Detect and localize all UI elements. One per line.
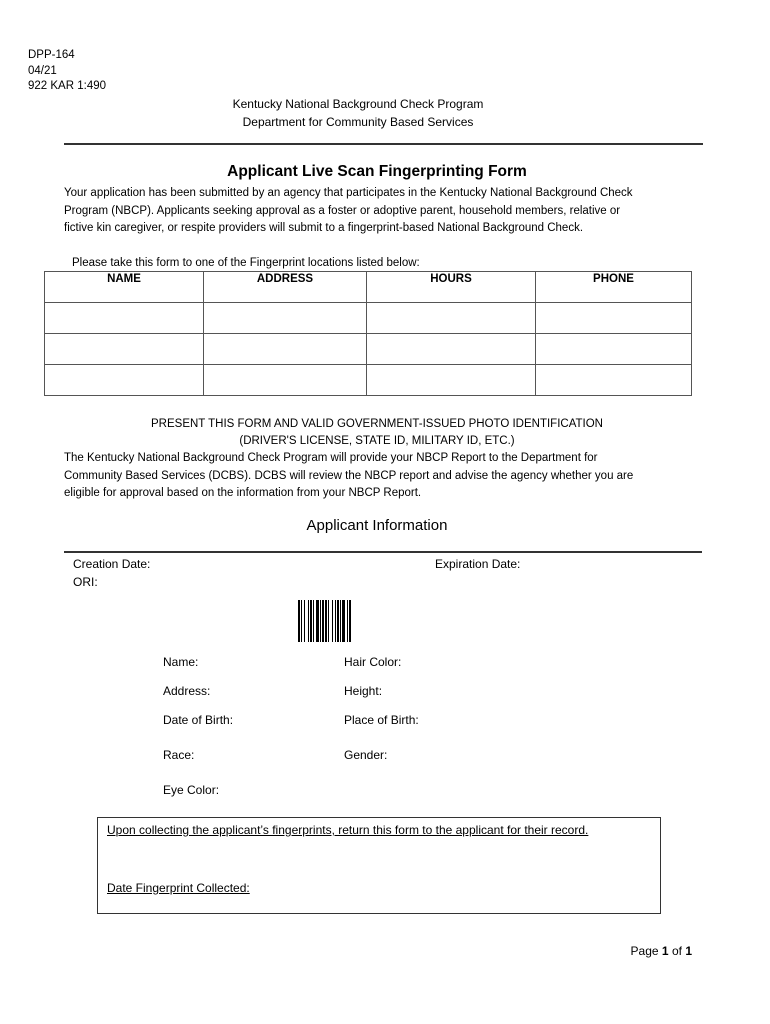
collection-instruction: Upon collecting the applicant’s fingerprints, return this form to the applicant for their record. [107,823,589,837]
regulation-reference: 922 KAR 1:490 [28,80,107,92]
date-collected-label: Date Fingerprint Collected: [107,881,250,895]
intro-line: fictive kin caregiver, or respite providers will submit to a fingerprint-based National Background Check. [64,222,584,234]
header-divider [64,143,703,145]
id-notice [0,416,754,450]
table-header-row [45,272,692,303]
intro-paragraph [64,185,724,238]
page-number [631,944,692,958]
column-header-phone: PHONE [536,272,692,303]
address-label: Address: [163,684,211,698]
page-total: 1 [685,944,692,958]
name-label: Name: [163,655,199,669]
fingerprint-locations-table [44,271,692,396]
table-cell[interactable] [204,365,367,396]
table-cell[interactable] [45,303,204,334]
id-notice-line: (DRIVER'S LICENSE, STATE ID, MILITARY ID, ETC.) [239,435,515,447]
expiration-date-label: Expiration Date: [435,557,521,571]
nbcp-line: Community Based Services (DCBS). DCBS will review the NBCP report and advise the agency whether you are [64,469,634,482]
applicant-info-divider [64,551,702,553]
column-header-hours: HOURS [367,272,536,303]
revision-date: 04/21 [28,64,57,77]
barcode-icon [297,600,409,642]
nbcp-line: The Kentucky National Background Check Program will provide your NBCP Report to the Department for [64,452,598,464]
program-name: Kentucky National Background Check Program [232,97,484,111]
ori-label: ORI: [73,575,98,589]
eye-color-label: Eye Color: [163,783,220,797]
intro-line: Program (NBCP). Applicants seeking approval as a foster or adoptive parent, household members, relative or [64,204,621,217]
table-cell[interactable] [45,334,204,365]
locations-instruction: Please take this form to one of the Fingerprint locations listed below: [72,257,420,269]
nbcp-line: eligible for approval based on the information from your NBCP Report. [64,487,422,499]
gender-label: Gender: [344,748,388,762]
page-current: 1 [661,944,669,958]
department-name: Department for Community Based Services [242,115,474,129]
page-prefix: Page [630,944,659,958]
column-header-name: NAME [45,272,204,303]
place-of-birth-label: Place of Birth: [344,713,419,727]
table-cell[interactable] [536,365,692,396]
table-cell[interactable] [367,334,536,365]
form-number: DPP-164 [28,49,75,61]
table-cell[interactable] [45,365,204,396]
table-cell[interactable] [367,365,536,396]
table-cell[interactable] [536,334,692,365]
table-cell[interactable] [536,303,692,334]
agency-header [0,95,716,131]
column-header-address: ADDRESS [204,272,367,303]
table-cell[interactable] [204,334,367,365]
creation-date-label: Creation Date: [73,557,151,571]
id-notice-line: PRESENT THIS FORM AND VALID GOVERNMENT-ISSUED PHOTO IDENTIFICATION [151,418,603,430]
table-row [45,334,692,365]
table-cell[interactable] [204,303,367,334]
race-label: Race: [163,748,195,762]
form-id-block [28,48,106,95]
table-row [45,303,692,334]
page-of: of [671,944,682,958]
table-row [45,365,692,396]
nbcp-paragraph [64,450,724,503]
hair-color-label: Hair Color: [344,655,402,669]
intro-line: Your application has been submitted by an agency that participates in the Kentucky National Background Check [64,187,633,199]
date-of-birth-label: Date of Birth: [163,713,234,727]
height-label: Height: [344,684,383,698]
table-cell[interactable] [367,303,536,334]
page-title: Applicant Live Scan Fingerprinting Form [227,163,527,180]
applicant-info-heading: Applicant Information [306,517,448,534]
fingerprint-collection-box [97,817,661,914]
